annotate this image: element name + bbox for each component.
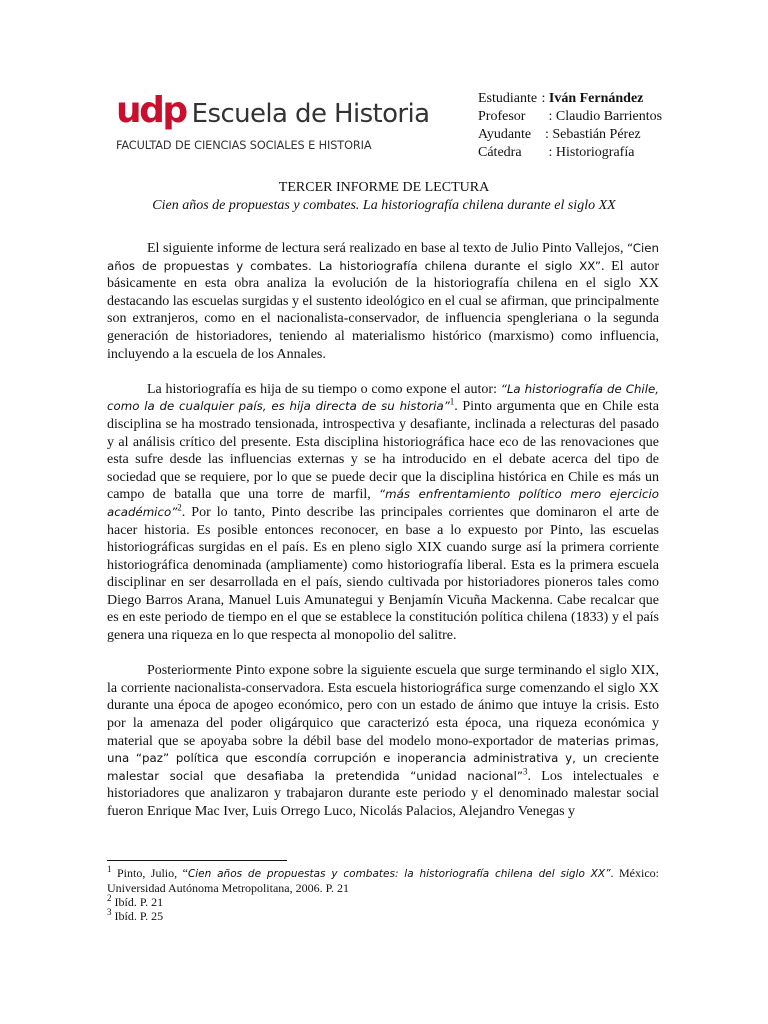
- text-run: . Pinto argumenta que en Chile esta disciplina se ha mostrado tensionada, introspectiva y desafiante, inclinada a relecturas del pasado y al análisis crítico del presente. Esta disciplina historiográfica hace eco de las renovaciones que esta sufre desde las influencias externas y se ha introducido en el debate acerca del tipo de sociedad que se requiere, por lo que se puede decir que la disciplina histórica en Chile es más un campo de batalla que una torre de marfil,: [107, 399, 659, 503]
- info-label: Estudiante: [478, 91, 538, 106]
- text-run: . El autor básicamente en esta obra analiza la evolución de la historiografía chilena en el siglo XX destacando las escuelas surgidas y el sustento ideológico en el cual se afirman, que principalmente son extranjeros, como en el nacionalista-conservador, de influencia spengleriana o la segunda generación de historiadores, teniendo al materialismo histórico (marxismo) como influencia, incluyendo a la escuela de los Annales.: [107, 258, 659, 362]
- author-quote: “La historiografía de Chile, como la de cualquier país, es hija directa de su historia”: [107, 381, 659, 414]
- text-run: Ibíd. P. 21: [111, 895, 164, 909]
- paragraph-2: [107, 381, 659, 645]
- footnote-number: 2: [107, 893, 112, 903]
- info-value: Iván Fernández: [548, 91, 644, 106]
- info-label: Ayudante: [478, 127, 532, 142]
- report-body: [107, 240, 659, 838]
- text-run: La historiografía es hija de su tiempo o como expone el autor:: [147, 381, 501, 397]
- text-run: Pinto, Julio, “: [111, 866, 188, 880]
- info-value: Sebastián Pérez: [552, 127, 641, 142]
- text-run: El siguiente informe de lectura será realizado en base al texto de Julio Pinto Vallejos,: [147, 241, 628, 256]
- footnote-2: [107, 895, 659, 909]
- info-value: Claudio Barrientos: [555, 109, 663, 124]
- logo-faculty-name: FACULTAD DE CIENCIAS SOCIALES E HISTORIA: [116, 139, 372, 152]
- book-title-quote: “Cien años de propuestas y combates. La historiografía chilena durante el siglo XX”: [107, 241, 659, 273]
- footnotes: [107, 866, 659, 923]
- info-label: Profesor: [478, 109, 526, 124]
- text-run: Posteriormente Pinto expone sobre la siguiente escuela que surge terminando el siglo XIX, la corriente nacionalista-conservadora. Esta escuela historiográfica surge comenzando el siglo XX durante una época de apogeo económico, pero con un estado de ánimo que intuye la crisis. Esto por la amenaza del poder oligárquico que caracterizó esta época, una riqueza económica y material que se apoyaba sobre la débil base del modelo mono-exportador de: [107, 663, 659, 749]
- footnote-ref: 2: [177, 502, 182, 513]
- footnote-1: [107, 866, 659, 895]
- logo-school-name: Escuela de Historia: [191, 99, 430, 129]
- info-row-student: Estudiante : Iván Fernández: [478, 91, 644, 106]
- info-value: Historiografía: [555, 145, 635, 160]
- text-run: . México: Universidad Autónoma Metropolitana, 2006. P. 21: [107, 866, 659, 895]
- footnote-ref: 3: [523, 766, 528, 777]
- footnote-divider: [107, 860, 287, 861]
- paragraph-1: [107, 240, 659, 363]
- info-label: Cátedra: [478, 145, 522, 160]
- footnote-number: 1: [107, 864, 112, 874]
- institution-logo: [116, 90, 430, 152]
- report-title: TERCER INFORME DE LECTURA: [278, 180, 490, 195]
- paragraph-3: [107, 662, 659, 820]
- text-run: . Los intelectuales e historiadores que analizaron y trabajaron durante este periodo y el denominado malestar social fueron Enrique Mac Iver, Luis Orrego Luco, Nicolás Palacios, Alejandro Venegas y: [107, 768, 659, 819]
- footnote-ref: 1: [449, 396, 455, 407]
- footnote-number: 3: [107, 907, 112, 917]
- student-info-block: [478, 90, 662, 162]
- info-row-course: Cátedra : Historiografía: [478, 145, 635, 160]
- report-subtitle: Cien años de propuestas y combates. La historiografía chilena durante el siglo XX: [152, 198, 616, 213]
- author-quote: “más enfrentamiento político mero ejercicio académico”: [107, 487, 659, 519]
- logo-brand: udp: [116, 90, 186, 131]
- text-run: Ibíd. P. 25: [111, 909, 164, 923]
- text-run: . Por lo tanto, Pinto describe las principales corrientes que dominaron el arte de hacer historia. Es posible entonces reconocer, en base a lo expuesto por Pinto, las escuelas historiográficas surgidas en el país. Es en pleno siglo XIX cuando surge así la primera corriente historiográfica denominada (ampliamente) como historiografía liberal. Esta es la primera escuela disciplinar en ser desarrollada en el país, siendo cultivada por historiadores pioneros tales como Diego Barros Arana, Manuel Luis Amunategui y Benjamín Vicuña Mackenna. Cabe recalcar que es en este periodo de tiempo en el que se establece la constitución política chilena (1833) y el país genera una riqueza en lo que respecta al monopolio del salitre.: [107, 504, 659, 644]
- footnote-3: [107, 909, 659, 923]
- info-row-assistant: Ayudante : Sebastián Pérez: [478, 127, 641, 142]
- cited-title: Cien años de propuestas y combates: la historiografía chilena del siglo XX”: [187, 868, 611, 880]
- info-row-professor: Profesor : Claudio Barrientos: [478, 109, 663, 124]
- author-quote: materias primas, una “paz” política que escondía corrupción e inoperancia administrativa y, un creciente malestar social que desafiaba la pretendida “unidad nacional”: [107, 733, 659, 783]
